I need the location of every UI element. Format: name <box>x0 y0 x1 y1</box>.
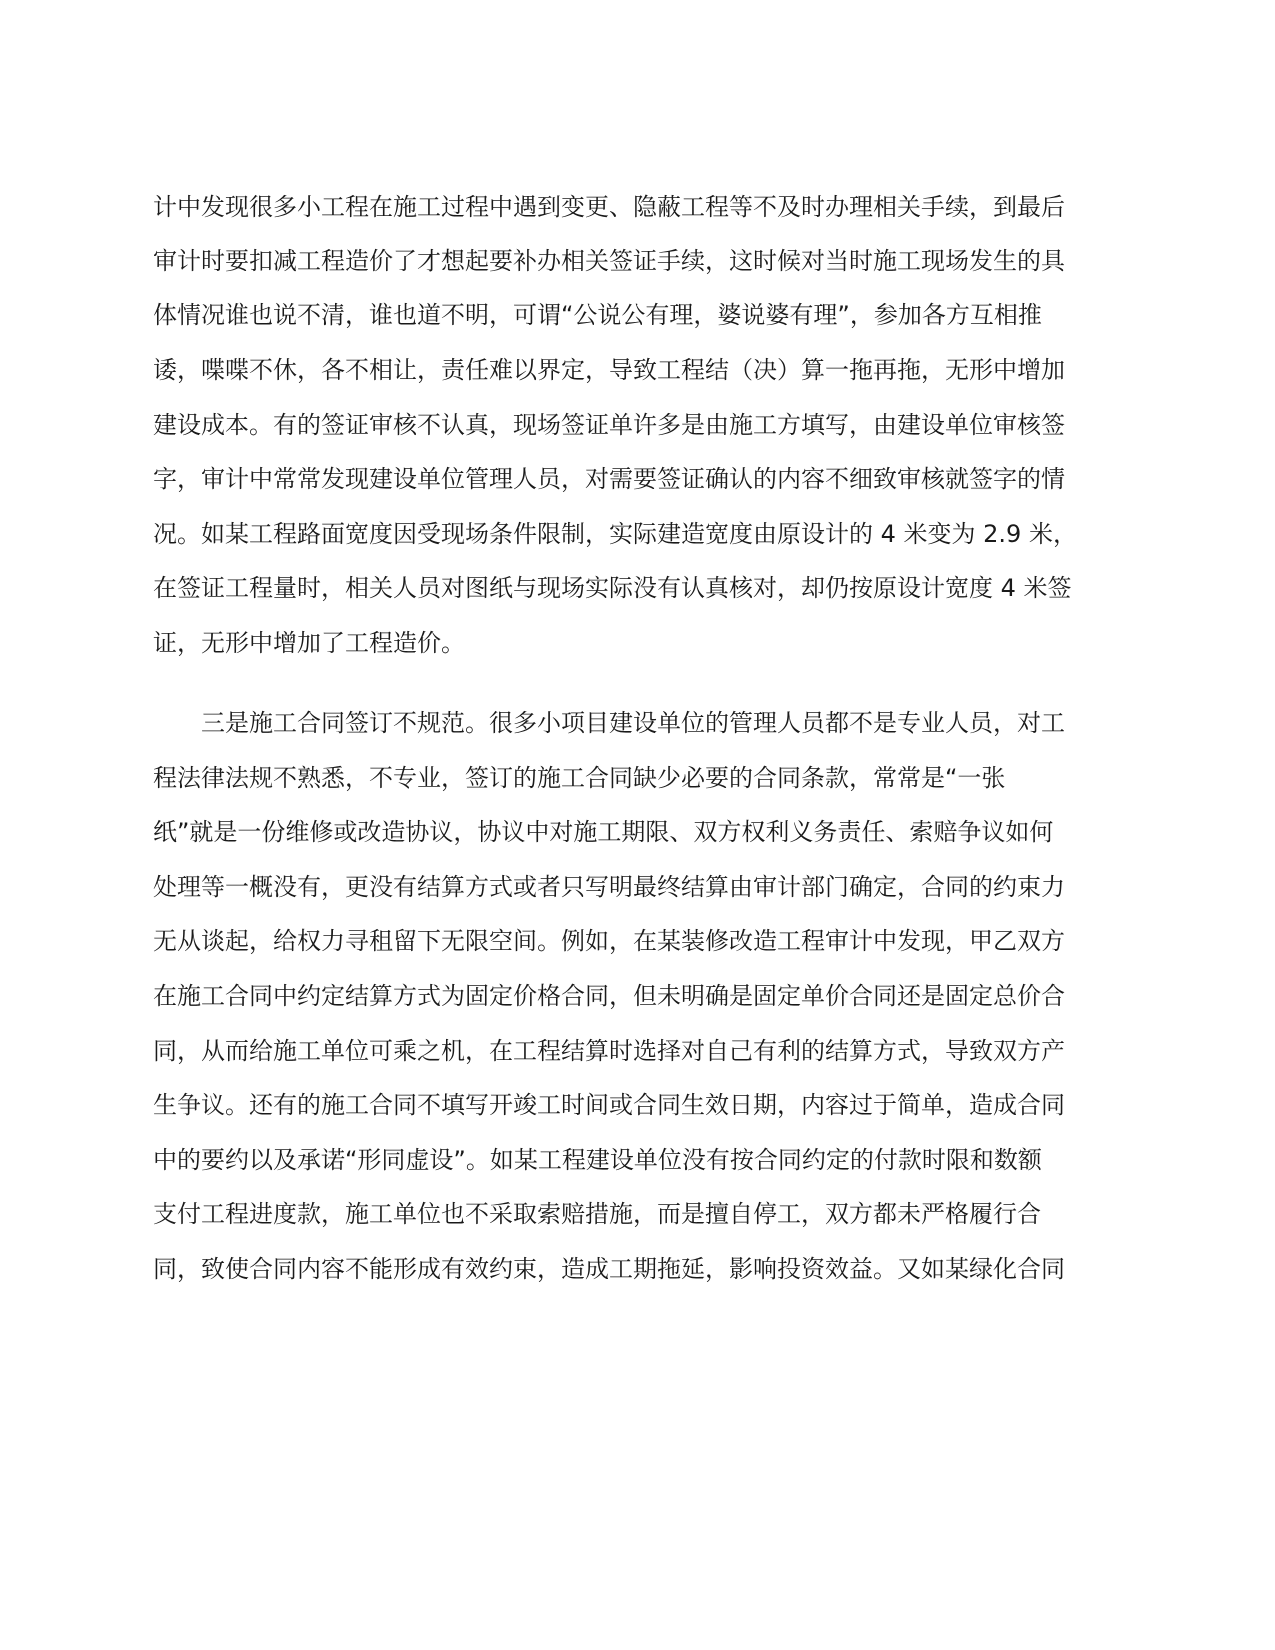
paragraph-2-line: 处理等一概没有，更没有结算方式或者只写明最终结算由审计部门确定，合同的约束力 <box>153 873 1065 901</box>
paragraph-1-line: 体情况谁也说不清，谁也道不明，可谓“公说公有理，婆说婆有理”，参加各方互相推 <box>153 301 1042 329</box>
paragraph-2-line: 无从谈起，给权力寻租留下无限空间。例如，在某装修改造工程审计中发现，甲乙双方 <box>153 927 1065 955</box>
paragraph-1-line: 字，审计中常常发现建设单位管理人员，对需要签证确认的内容不细致审核就签字的情 <box>153 465 1065 493</box>
paragraph-2-line: 中的要约以及承诺“形同虚设”。如某工程建设单位没有按合同约定的付款时限和数额 <box>153 1146 1042 1174</box>
paragraph-2-line: 纸”就是一份维修或改造协议，协议中对施工期限、双方权利义务责任、索赔争议如何 <box>153 818 1054 846</box>
paragraph-1-line: 建设成本。有的签证审核不认真，现场签证单许多是由施工方填写，由建设单位审核签 <box>153 411 1065 439</box>
paragraph-1-line: 审计时要扣减工程造价了才想起要补办相关签证手续，这时候对当时施工现场发生的具 <box>153 247 1065 275</box>
paragraph-1-line: 计中发现很多小工程在施工过程中遇到变更、隐蔽工程等不及时办理相关手续，到最后 <box>153 193 1065 221</box>
paragraph-2-line: 支付工程进度款，施工单位也不采取索赔措施，而是擅自停工，双方都未严格履行合 <box>153 1200 1041 1228</box>
paragraph-2-line: 三是施工合同签订不规范。很多小项目建设单位的管理人员都不是专业人员，对工 <box>201 709 1065 737</box>
paragraph-1-line: 况。如某工程路面宽度因受现场条件限制，实际建造宽度由原设计的 4 米变为 2.9 米， <box>153 520 1077 548</box>
paragraph-1-line: 在签证工程量时，相关人员对图纸与现场实际没有认真核对，却仍按原设计宽度 4 米签 <box>153 574 1072 602</box>
paragraph-2-line: 同，从而给施工单位可乘之机，在工程结算时选择对自己有利的结算方式，导致双方产 <box>153 1037 1065 1065</box>
paragraph-2-line: 程法律法规不熟悉，不专业，签订的施工合同缺少必要的合同条款，常常是“一张 <box>153 764 1006 792</box>
paragraph-2-line: 生争议。还有的施工合同不填写开竣工时间或合同生效日期，内容过于简单，造成合同 <box>153 1091 1065 1119</box>
paragraph-1-line: 证，无形中增加了工程造价。 <box>153 629 465 657</box>
paragraph-2-line: 同，致使合同内容不能形成有效约束，造成工期拖延，影响投资效益。又如某绿化合同 <box>153 1255 1065 1283</box>
paragraph-2-line: 在施工合同中约定结算方式为固定价格合同，但未明确是固定单价合同还是固定总价合 <box>153 982 1065 1010</box>
paragraph-1-line: 诿，喋喋不休，各不相让，责任难以界定，导致工程结（决）算一拖再拖，无形中增加 <box>153 356 1065 384</box>
